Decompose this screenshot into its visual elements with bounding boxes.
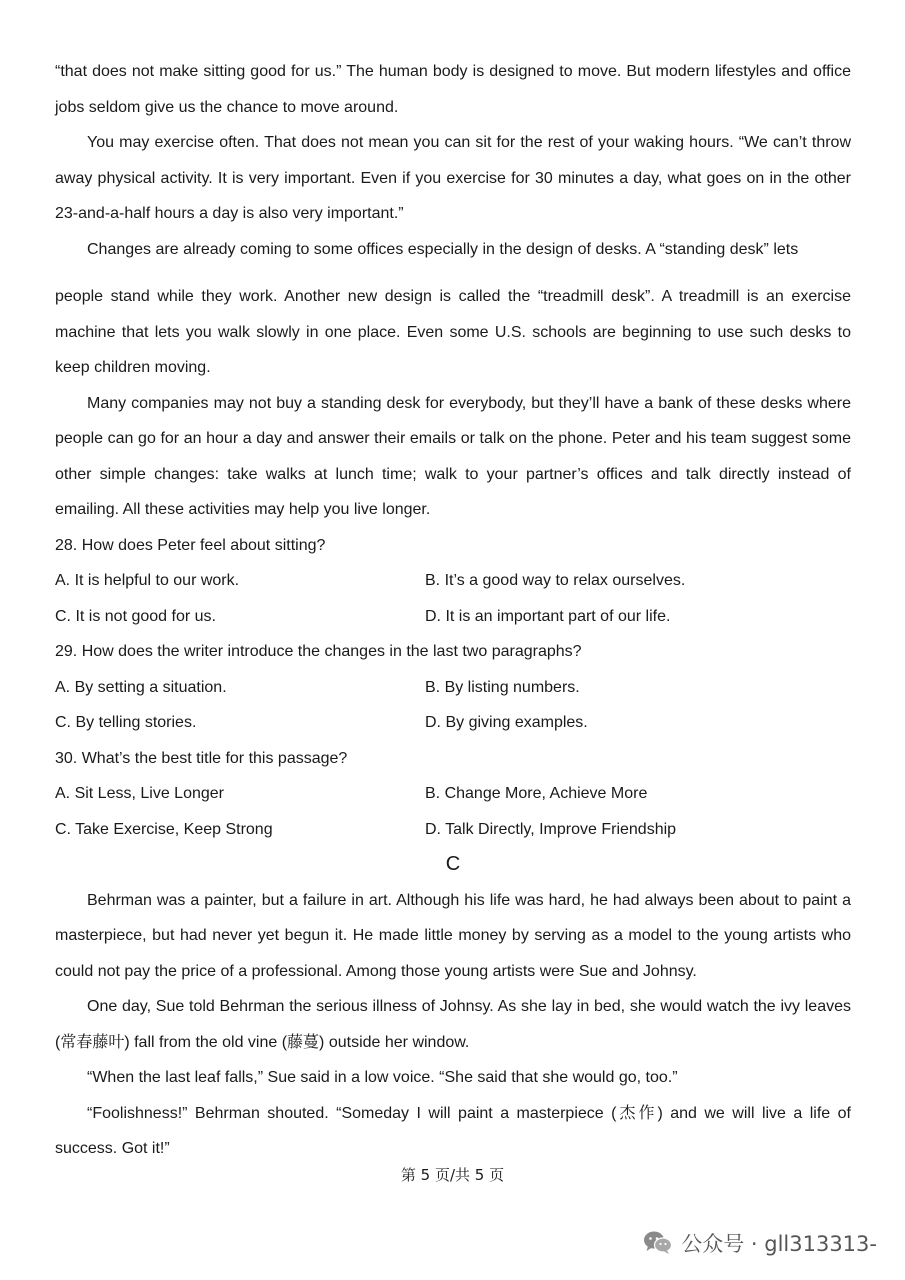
option-row bbox=[55, 563, 851, 599]
passage-paragraph: “Foolishness!” Behrman shouted. “Someday I will paint a masterpiece (杰作) and we will live a life of success. Got it!” bbox=[55, 1104, 851, 1157]
option-row bbox=[55, 670, 851, 706]
option-a: A. By setting a situation. bbox=[55, 678, 227, 696]
question-28 bbox=[55, 528, 851, 635]
option-row bbox=[55, 599, 851, 635]
section-title: C bbox=[445, 853, 461, 875]
option-row bbox=[55, 705, 851, 741]
option-c: C. It is not good for us. bbox=[55, 607, 216, 625]
option-d: D. It is an important part of our life. bbox=[425, 607, 671, 625]
option-b: B. By listing numbers. bbox=[425, 678, 580, 696]
watermark-text: 公众号 · gll313313- bbox=[681, 1232, 877, 1256]
option-row bbox=[55, 776, 851, 812]
passage-paragraph: Behrman was a painter, but a failure in art. Although his life was hard, he had always been about to paint a masterpiece, but had never yet begun it. He made little money by serving as a model to the young artists who could not pay the price of a professional. Among those young artists were Sue and Johnsy. bbox=[55, 891, 851, 980]
question-stem: 28. How does Peter feel about sitting? bbox=[55, 536, 326, 554]
question-stem: 29. How does the writer introduce the changes in the last two paragraphs? bbox=[55, 643, 582, 660]
passage-paragraph: Changes are already coming to some offices especially in the design of desks. A “standing desk” lets bbox=[87, 240, 799, 258]
passage-paragraph: “that does not make sitting good for us.” The human body is designed to move. But modern lifestyles and office jobs seldom give us the chance to move around. bbox=[55, 63, 851, 116]
question-stem: 30. What’s the best title for this passage? bbox=[55, 749, 348, 767]
option-row bbox=[55, 812, 851, 848]
watermark bbox=[643, 1228, 877, 1258]
passage-paragraph: One day, Sue told Behrman the serious illness of Johnsy. As she lay in bed, she would watch the ivy leaves (常春藤叶) fall from the old vine (藤蔓) outside her window. bbox=[55, 998, 851, 1051]
option-c: C. Take Exercise, Keep Strong bbox=[55, 820, 273, 838]
wechat-icon bbox=[643, 1230, 673, 1256]
question-30 bbox=[55, 741, 851, 848]
option-d: D. By giving examples. bbox=[425, 714, 588, 731]
passage-paragraph: You may exercise often. That does not mean you can sit for the rest of your waking hours. “We can’t throw away physical activity. It is very important. Even if you exercise for 30 minutes a day, what goes on in the other 23-and-a-half hours a day is also very important.” bbox=[55, 134, 851, 222]
option-b: B. It’s a good way to relax ourselves. bbox=[425, 572, 686, 589]
option-a: A. Sit Less, Live Longer bbox=[55, 785, 224, 802]
option-b: B. Change More, Achieve More bbox=[425, 785, 648, 802]
passage-paragraph: Many companies may not buy a standing desk for everybody, but they’ll have a bank of these desks where people can go for an hour a day and answer their emails or talk on the phone. Peter and his team suggest some other simple changes: take walks at lunch time; walk to your partner’s offices and talk directly instead of emailing. All these activities may help you live longer. bbox=[55, 394, 851, 518]
exam-page bbox=[55, 54, 851, 1167]
page-number: 第 5 页/共 5 页 bbox=[400, 1166, 505, 1184]
option-a: A. It is helpful to our work. bbox=[55, 572, 240, 589]
passage-paragraph: people stand while they work. Another new design is called the “treadmill desk”. A treadmill is an exercise machine that lets you walk slowly in one place. Even some U.S. schools are beginning to use such desks to keep children moving. bbox=[55, 288, 851, 376]
question-29 bbox=[55, 634, 851, 741]
option-d: D. Talk Directly, Improve Friendship bbox=[425, 820, 677, 838]
passage-paragraph: “When the last leaf falls,” Sue said in a low voice. “She said that she would go, too.” bbox=[87, 1069, 678, 1086]
option-c: C. By telling stories. bbox=[55, 714, 197, 731]
